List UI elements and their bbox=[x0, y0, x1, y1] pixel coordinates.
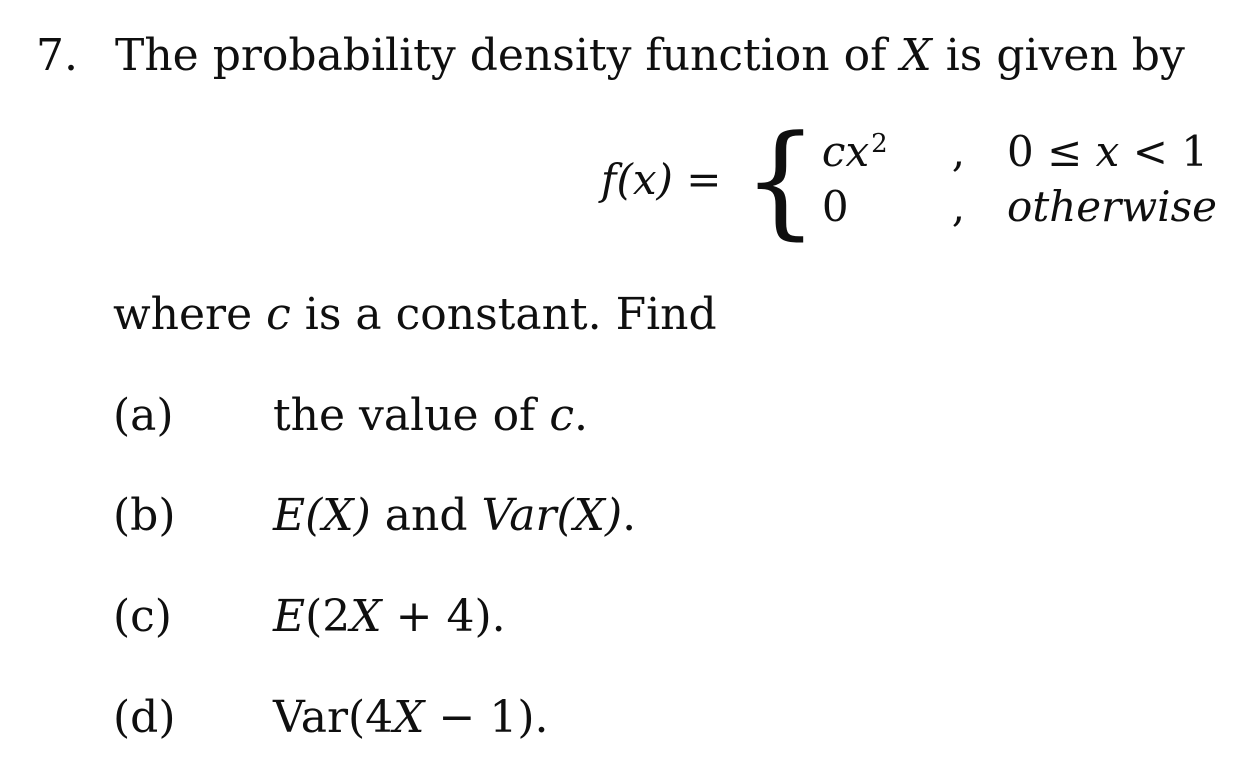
list-item-c bbox=[113, 591, 1243, 644]
part-c-text: (2 bbox=[305, 591, 351, 643]
part-b-label: (b) bbox=[113, 490, 176, 542]
case2-comma: , bbox=[951, 181, 966, 231]
case2-expression: 0 bbox=[821, 181, 849, 231]
list-item-b bbox=[113, 490, 1243, 543]
part-a-variable-c: c bbox=[549, 389, 574, 441]
part-b-text: and bbox=[370, 490, 482, 542]
part-d-label: (d) bbox=[113, 691, 176, 743]
case1-expression bbox=[822, 127, 888, 177]
cases-grid bbox=[822, 127, 1217, 232]
where-variable-c: c bbox=[266, 288, 291, 340]
case1-cond-text: 0 ≤ bbox=[1007, 127, 1096, 177]
parts-list bbox=[113, 390, 1243, 745]
case1-condition bbox=[1007, 127, 1217, 177]
intro-text: The probability density function of bbox=[115, 30, 901, 81]
part-d-content bbox=[273, 692, 549, 745]
part-a-text: . bbox=[574, 389, 588, 441]
case1-expr-base: cx bbox=[821, 127, 870, 177]
list-item-a bbox=[113, 390, 1243, 443]
where-text: where bbox=[113, 288, 267, 340]
problem-heading bbox=[0, 0, 1243, 83]
case1-cond-text: < 1 bbox=[1119, 127, 1208, 177]
pdf-formula-block bbox=[0, 108, 1243, 252]
case1-comma: , bbox=[951, 127, 966, 177]
problem-intro bbox=[115, 30, 1185, 83]
part-c-label: (c) bbox=[113, 591, 172, 643]
where-text: is a constant. Find bbox=[290, 288, 717, 340]
intro-text: is given by bbox=[931, 30, 1185, 81]
part-b-text: . bbox=[622, 490, 637, 542]
case2-condition: otherwise bbox=[1007, 181, 1217, 231]
part-a-text: the value of bbox=[273, 389, 550, 441]
part-d-variable-x: X bbox=[393, 691, 425, 743]
part-c-e: E bbox=[273, 591, 306, 643]
equals-sign: = bbox=[672, 154, 735, 204]
case1-exponent: 2 bbox=[871, 129, 888, 160]
formula-lhs bbox=[601, 155, 735, 205]
part-b-varx: Var(X) bbox=[481, 490, 623, 542]
problem-number: 7. bbox=[36, 30, 78, 81]
part-c-content bbox=[273, 591, 506, 644]
part-d-text: Var(4 bbox=[273, 691, 394, 743]
part-b-ex: E(X) bbox=[273, 490, 371, 542]
part-d-text: − 1). bbox=[424, 691, 549, 743]
list-item-d bbox=[113, 692, 1243, 745]
part-c-text: + 4). bbox=[381, 591, 506, 643]
left-brace: { bbox=[742, 108, 818, 252]
case1-cond-variable-x: x bbox=[1095, 127, 1120, 177]
where-clause bbox=[113, 289, 1227, 342]
piecewise-formula bbox=[600, 108, 1217, 252]
formula-fx: f(x) bbox=[600, 154, 673, 204]
part-a-label: (a) bbox=[113, 389, 174, 441]
part-a-content bbox=[273, 390, 588, 443]
part-b-content bbox=[273, 490, 636, 543]
intro-variable-x: X bbox=[900, 30, 932, 81]
part-c-variable-x: X bbox=[350, 591, 382, 643]
